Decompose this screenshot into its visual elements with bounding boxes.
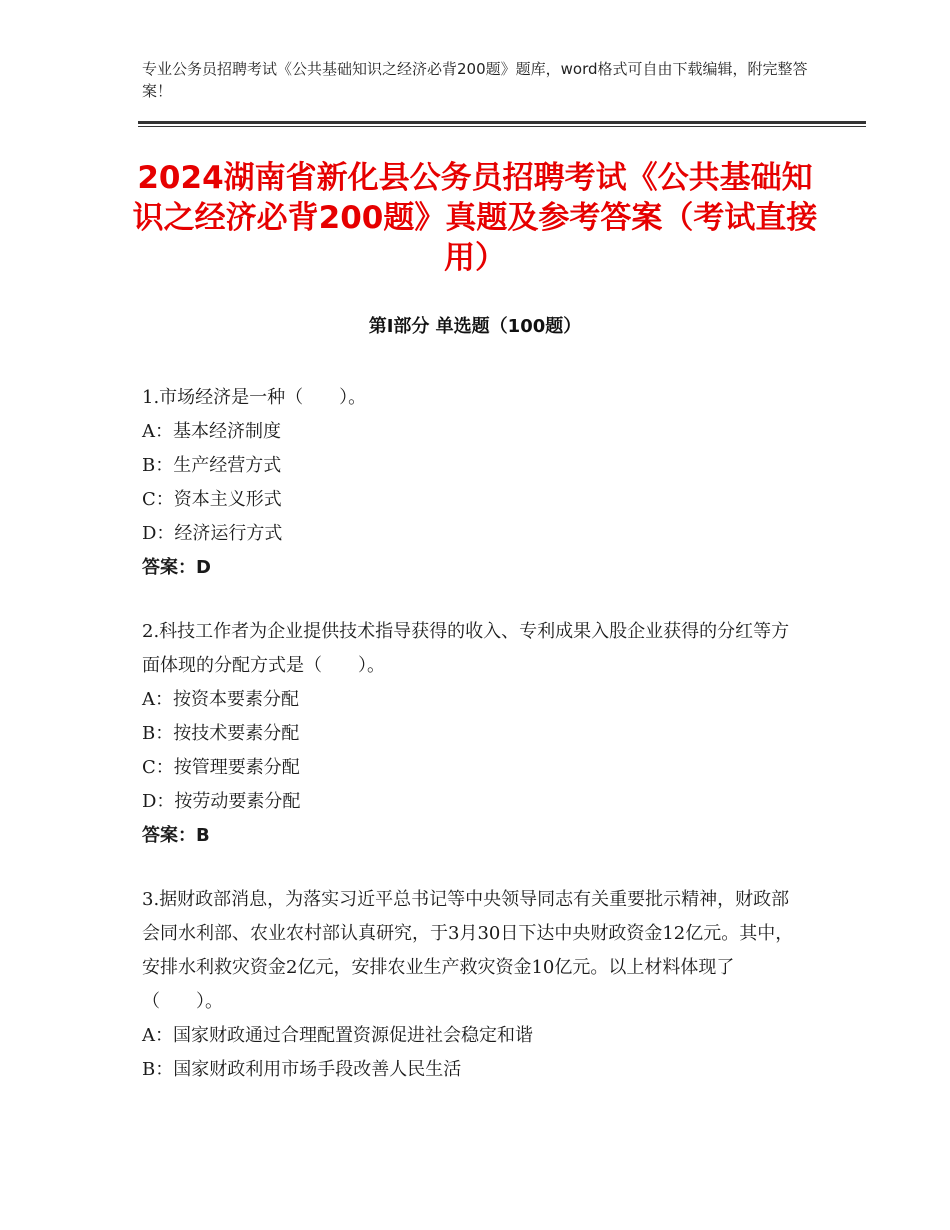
option-a: A：按资本要素分配 <box>142 689 299 710</box>
document-title: 2024湖南省新化县公务员招聘考试《公共基础知识之经济必背200题》真题及参考答案（考试直接用） <box>132 160 818 276</box>
option-d: D：经济运行方式 <box>142 523 283 544</box>
option-b: B：国家财政利用市场手段改善人民生活 <box>142 1059 462 1080</box>
question-stem: 3.据财政部消息，为落实习近平总书记等中央领导同志有关重要批示精神，财政部会同水利部、农业农村部认真研究，于3月30日下达中央财政资金12亿元。其中，安排水利救灾资金2亿元，安排农业生产救灾资金10亿元。以上材料体现了（ ）。 <box>142 889 794 1012</box>
question-2 <box>142 615 802 853</box>
option-a: A：基本经济制度 <box>142 421 281 442</box>
option-c: C：资本主义形式 <box>142 489 282 510</box>
option-c: C：按管理要素分配 <box>142 757 300 778</box>
header-rule-thin <box>138 126 866 127</box>
option-b: B：按技术要素分配 <box>142 723 300 744</box>
answer-line: 答案：D <box>142 557 211 578</box>
question-3 <box>142 883 802 1087</box>
header-rule-thick <box>138 121 866 124</box>
question-1 <box>142 381 802 585</box>
option-d: D：按劳动要素分配 <box>142 791 301 812</box>
question-stem: 2.科技工作者为企业提供技术指导获得的收入、专利成果入股企业获得的分红等方面体现的分配方式是（ ）。 <box>142 621 790 676</box>
question-list <box>142 381 802 1117</box>
answer-line: 答案：B <box>142 825 210 846</box>
question-stem: 1.市场经济是一种（ ）。 <box>142 387 367 408</box>
option-a: A：国家财政通过合理配置资源促进社会稳定和谐 <box>142 1025 533 1046</box>
option-b: B：生产经营方式 <box>142 455 282 476</box>
header-note: 专业公务员招聘考试《公共基础知识之经济必背200题》题库，word格式可自由下载编辑，附完整答案！ <box>142 60 808 100</box>
section-title: 第Ⅰ部分 单选题（100题） <box>368 316 582 337</box>
